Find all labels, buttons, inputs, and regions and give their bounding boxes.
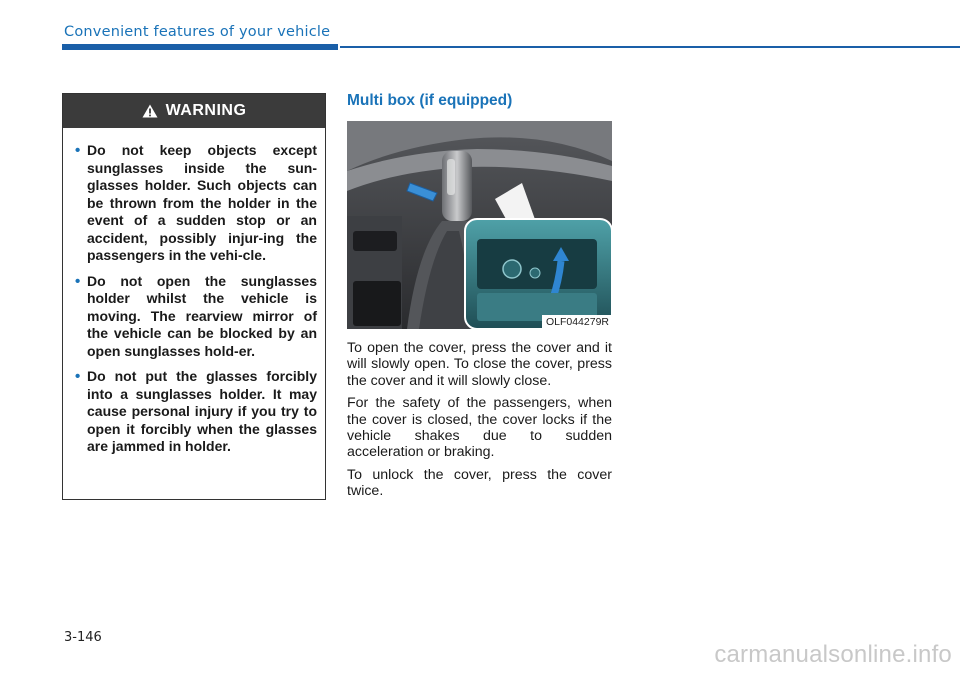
warning-item-text: Do not open the sunglasses holder whilst the vehicle is moving. The rearview mirror of the vehicle can be blocked by an open sunglasses hold-er. [87, 272, 317, 359]
warning-title: WARNING [165, 102, 247, 119]
bullet-icon: • [75, 368, 81, 385]
header-rule-thick [62, 44, 338, 50]
bullet-icon: • [75, 142, 81, 159]
figure-code-label: OLF044279R [542, 315, 612, 329]
header-rule-thin [340, 46, 960, 48]
page-number: 3-146 [64, 630, 102, 645]
warning-triangle-icon [142, 104, 158, 118]
bullet-icon: • [75, 272, 81, 290]
body-paragraph: To open the cover, press the cover and it will slowly open. To close the cover, press the cover and it will slowly close. [347, 340, 612, 389]
warning-item-text: Do not keep objects except sunglasses inside the sun-glasses holder. Such objects can be thrown from the holder in the event of a sudden stop or an accident, possibly injur-ing the passengers in the vehi-cle. [87, 142, 317, 263]
section-title: Multi box (if equipped) [347, 92, 513, 109]
body-paragraph: To unlock the cover, press the cover twice. [347, 466, 612, 500]
warning-box [62, 93, 326, 500]
warning-item [77, 142, 317, 265]
watermark: carmanualsonline.info [714, 641, 952, 668]
section-header-title: Convenient features of your vehicle [64, 24, 331, 40]
warning-item-text: Do not put the glasses forcibly into a sunglasses holder. It may cause personal injury if you try to open it forcibly when the glasses are jammed in holder. [87, 368, 317, 454]
warning-item [77, 273, 317, 361]
warning-item [77, 368, 317, 456]
body-paragraph: For the safety of the passengers, when the cover is closed, the cover locks if the vehicle shakes due to sudden acceleration or braking. [347, 395, 612, 461]
warning-header [63, 94, 325, 128]
body-text [347, 340, 612, 506]
multi-box-illustration [347, 121, 612, 329]
warning-list [63, 128, 325, 456]
multi-box-figure [347, 121, 612, 329]
